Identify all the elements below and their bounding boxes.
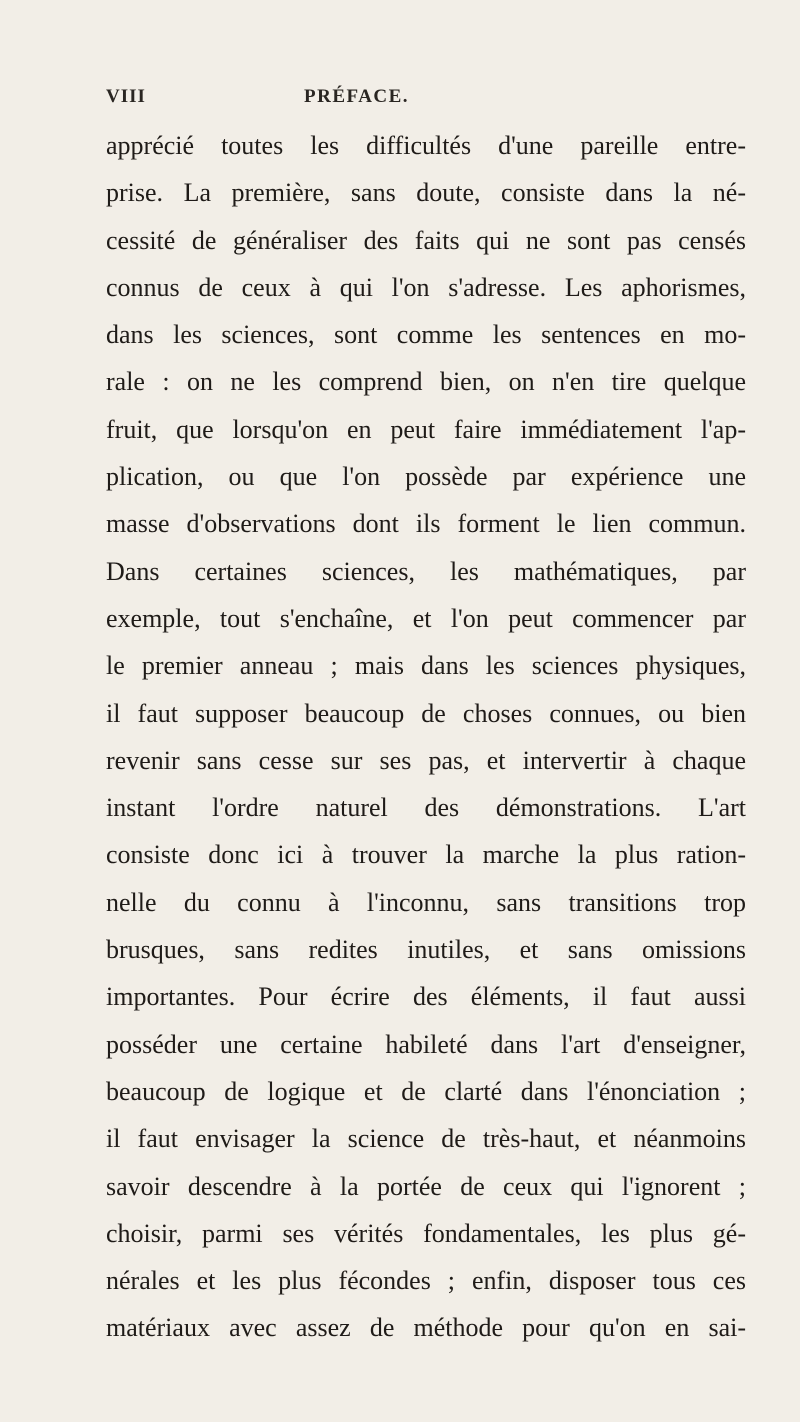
running-title: PRÉFACE. [304,86,410,107]
text-line: brusques, sans redites inutiles, et sans omissions [106,935,746,965]
text-line: exemple, tout s'enchaîne, et l'on peut commencer par [106,603,746,633]
text-line: posséder une certaine habileté dans l'art d'enseigner, [106,1029,746,1059]
text-line: plication, ou que l'on possède par expérience une [106,462,746,492]
text-line: connus de ceux à qui l'on s'adresse. Les aphorismes, [106,272,746,302]
text-line: fruit, que lorsqu'on en peut faire immédiatement l'ap- [106,414,746,444]
page-number: VIII [106,86,146,107]
text-line: masse d'observations dont ils forment le lien commun. [106,509,746,539]
text-line: nérales et les plus fécondes ; enfin, disposer tous ces [106,1266,746,1296]
text-line: importantes. Pour écrire des éléments, il faut aussi [106,982,746,1012]
text-line: apprécié toutes les difficultés d'une pareille entre- [106,131,746,160]
text-line: il faut supposer beaucoup de choses connues, ou bien [106,698,746,728]
text-line: revenir sans cesse sur ses pas, et intervertir à chaque [106,745,746,775]
text-line: nelle du connu à l'inconnu, sans transitions trop [106,887,746,917]
running-head [106,86,706,116]
text-line: savoir descendre à la portée de ceux qui l'ignorent ; [106,1171,746,1201]
text-line: Dans certaines sciences, les mathématiques, par [106,556,746,586]
text-line: prise. La première, sans doute, consiste dans la né- [106,178,746,208]
body-text [106,122,746,1352]
text-line: dans les sciences, sont comme les sentences en mo- [106,320,746,350]
text-line: instant l'ordre naturel des démonstrations. L'art [106,793,746,823]
text-line: il faut envisager la science de très-haut, et néanmoins [106,1124,746,1154]
text-line: beaucoup de logique et de clarté dans l'énonciation ; [106,1076,746,1106]
text-line: cessité de généraliser des faits qui ne sont pas censés [106,225,746,255]
text-line: matériaux avec assez de méthode pour qu'on en sai- [106,1313,746,1343]
text-line: consiste donc ici à trouver la marche la plus ration- [106,840,746,870]
text-line: rale : on ne les comprend bien, on n'en tire quelque [106,367,746,397]
text-line: choisir, parmi ses vérités fondamentales, les plus gé- [106,1218,746,1248]
text-line: le premier anneau ; mais dans les sciences physiques, [106,651,746,681]
